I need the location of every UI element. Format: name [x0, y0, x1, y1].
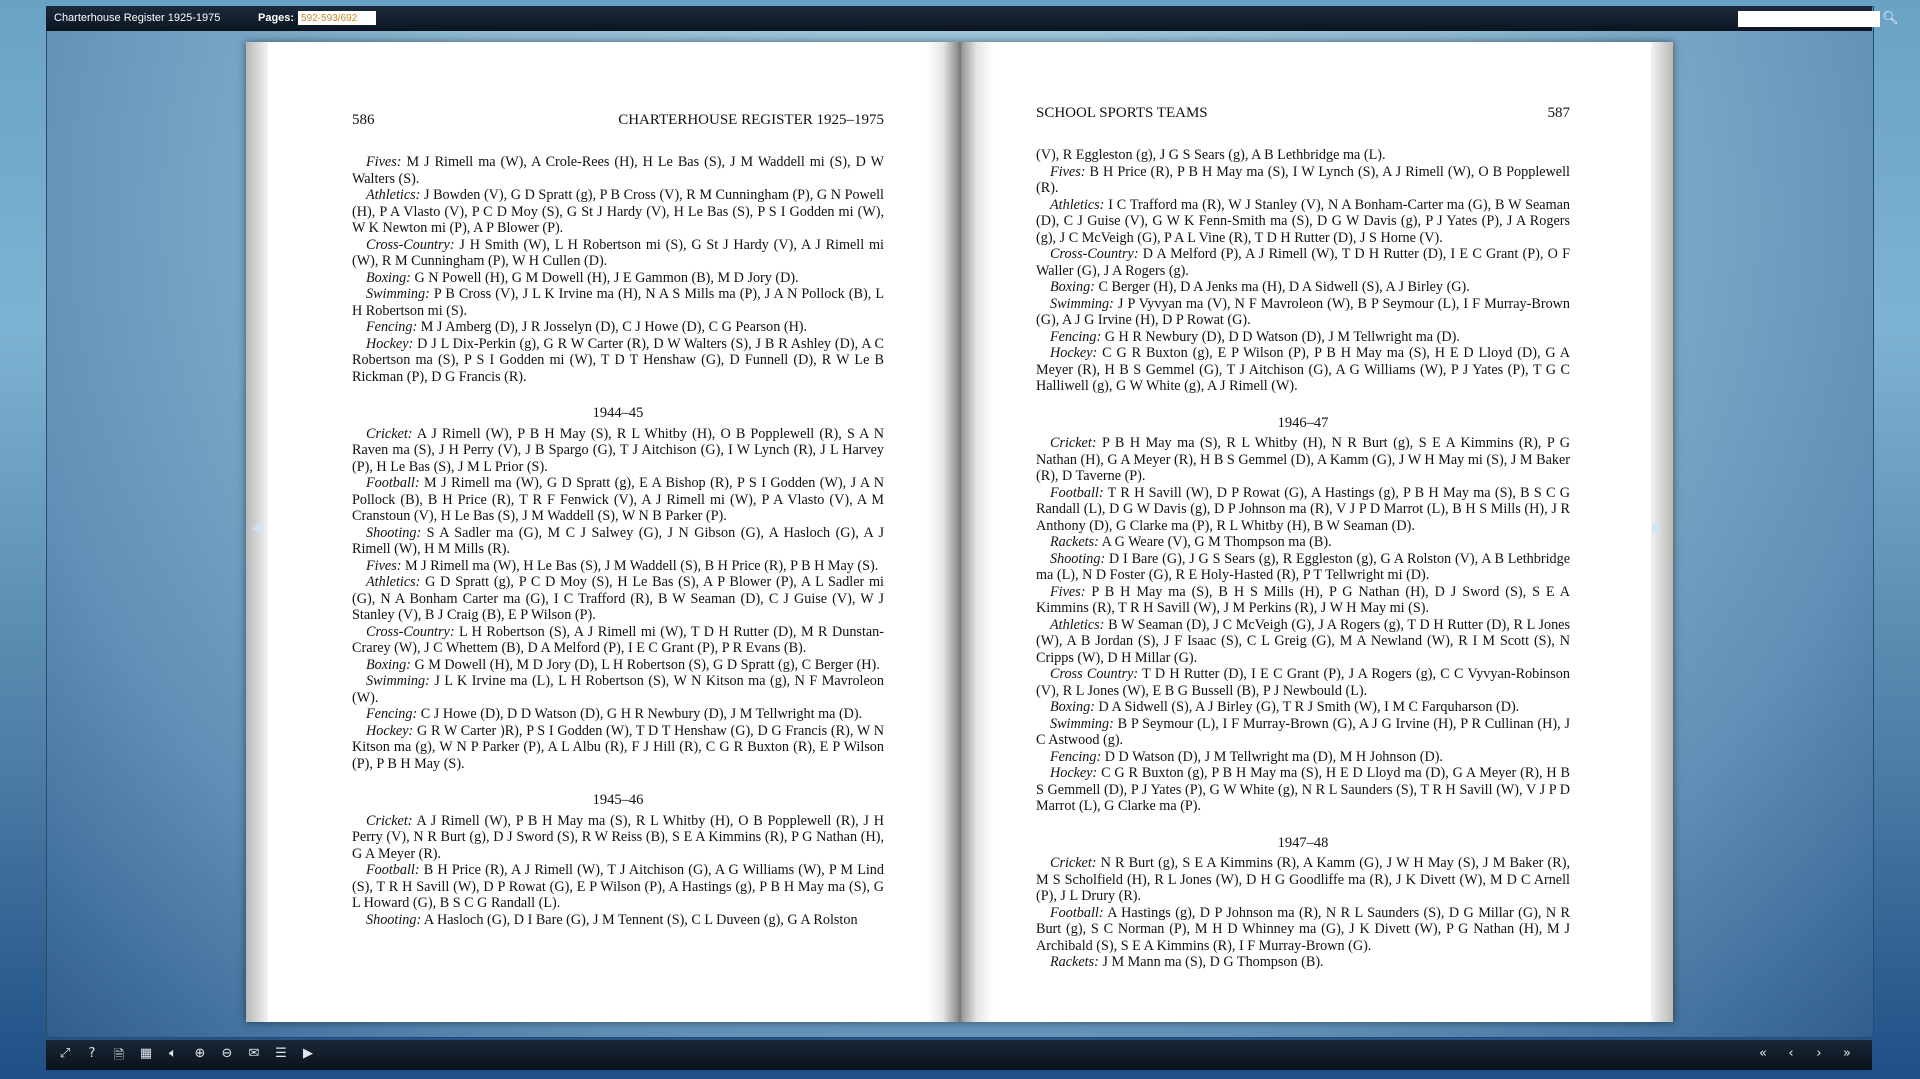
- sport-label: Hockey:: [366, 722, 414, 739]
- team-members: D I Bare (G), J G S Sears (g), R Eggleston (g), G A Rolston (V), A B Lethbridge ma (L), N D Foster (G), R E Holy-Hasted (R), P T Tellwright mi (D).: [1036, 550, 1570, 583]
- team-members: B W Seaman (D), J C McVeigh (G), J A Rogers (g), T D H Rutter (D), R L Jones (W), A B Jordan (S), J F Isaac (S), C L Greig (G), M A Newland (W), R I M Scott (S), N Cripps (W), D H Millar (G).: [1036, 616, 1570, 666]
- team-entry: [1036, 765, 1570, 815]
- previous-page-icon[interactable]: ‹: [1788, 1046, 1794, 1061]
- sport-label: Athletics:: [1050, 616, 1105, 633]
- team-entry: [1036, 296, 1570, 329]
- sport-label: Football:: [366, 475, 420, 491]
- team-entry: [1036, 905, 1570, 955]
- team-members: N R Burt (g), S E A Kimmins (R), A Kamm (G), J W H May (S), J M Baker (R), M S Scholfield (H), R L Jones (W), D H G Goodliffe ma (R), J K Divett (W), M D C Arnell (P), J L Drury (R).: [1036, 855, 1570, 904]
- team-entry: [1036, 699, 1570, 716]
- team-members: P B H May ma (S), B H S Mills (H), P G Nathan (H), D J Sword (S), S E A Kimmins (R), T R H Savill (W), J M Perkins (R), J W H May mi (S).: [1036, 583, 1570, 616]
- sport-label: Football:: [1050, 904, 1104, 921]
- sport-label: Cross-Country:: [366, 623, 455, 640]
- team-entry: [1036, 197, 1570, 247]
- book-gutter: [926, 42, 994, 1022]
- sport-label: Cricket:: [1050, 855, 1097, 871]
- sound-icon[interactable]: 🔈︎: [169, 1046, 177, 1061]
- team-entry: [352, 574, 884, 624]
- search-icon[interactable]: 🔍︎: [1882, 10, 1899, 25]
- autoplay-icon[interactable]: ▶: [303, 1046, 313, 1061]
- team-members: T R H Savill (W), D P Rowat (G), A Hastings (g), P B H May ma (S), B S C G Randall (L), D G W Davis (g), D P Johnson ma (R), V J P D Marrot (L), B H S Mills (H), J R Anthony (D), G Clarke ma (P), R L Whitby (H), B W Seaman (D).: [1036, 484, 1570, 534]
- search-input[interactable]: [1738, 11, 1880, 27]
- team-members: T D H Rutter (D), I E C Grant (P), J A Rogers (g), C C Vyvyan-Robinson (V), R L Jones (W), E B G Bussell (B), P J Newbould (L).: [1036, 666, 1570, 699]
- team-members: M J Amberg (D), J R Josselyn (D), C J Howe (D), C G Pearson (H).: [417, 319, 808, 335]
- sport-label: Fencing:: [366, 706, 418, 722]
- team-entry: [1036, 666, 1570, 699]
- season-heading: 1946–47: [1277, 414, 1329, 431]
- team-members: A Hasloch (G), D I Bare (G), J M Tennent (S), C L Duveen (g), G A Rolston: [421, 911, 858, 928]
- team-members: (V), R Eggleston (g), J G S Sears (g), A B Lethbridge ma (L).: [1036, 147, 1386, 163]
- sport-label: Boxing:: [366, 656, 411, 673]
- team-members: J H Smith (W), L H Robertson mi (S), G St J Hardy (V), A J Rimell mi (W), R M Cunningham (P), W H Cullen (D).: [352, 236, 884, 269]
- team-entry: [1036, 246, 1570, 279]
- sport-label: Swimming:: [366, 673, 430, 689]
- bottom-toolbar: [46, 1040, 1872, 1070]
- sport-label: Hockey:: [1050, 765, 1098, 781]
- sport-label: Athletics:: [366, 574, 421, 590]
- sport-label: Shooting:: [1050, 550, 1106, 567]
- team-entry: [1036, 164, 1570, 197]
- team-members: C Berger (H), D A Jenks ma (H), D A Sidwell (S), A J Birley (G).: [1094, 279, 1470, 295]
- last-page-icon[interactable]: »: [1843, 1046, 1851, 1061]
- sport-label: Cricket:: [1050, 435, 1097, 451]
- team-members: P B H May ma (S), R L Whitby (H), N R Burt (g), S E A Kimmins (R), P G Nathan (H), G A Meyer (R), H B S Gemmel (D), A Kamm (G), J W H May mi (S), J M Baker (R), D Taverne (P).: [1036, 435, 1570, 484]
- left-page-body: [352, 154, 884, 928]
- right-page[interactable]: [1036, 42, 1570, 1022]
- zoom-out-icon[interactable]: ⊖: [221, 1046, 233, 1061]
- sport-label: Swimming:: [1050, 295, 1114, 312]
- team-entry: [1036, 435, 1570, 485]
- sport-label: Swimming:: [366, 286, 430, 302]
- sport-label: Fives:: [366, 557, 402, 574]
- team-members: A J Rimell (W), P B H May ma (S), R L Whitby (H), O B Popplewell (R), J H Perry (V), N R Burt (g), D J Sword (S), R W Reiss (B), S E A Kimmins (R), P G Nathan (H), G A Meyer (R).: [352, 812, 884, 862]
- left-page-number: 586: [352, 112, 375, 128]
- team-members: P B Cross (V), J L K Irvine ma (H), N A S Mills ma (P), J A N Pollock (B), L H Robertson mi (S).: [352, 286, 884, 319]
- right-page-number: 587: [1547, 105, 1570, 121]
- team-entry: [1036, 147, 1570, 164]
- team-entry: [352, 187, 884, 237]
- sport-label: Cross-Country:: [366, 236, 455, 253]
- sport-label: Swimming:: [1050, 715, 1114, 732]
- team-entry: [352, 237, 884, 270]
- book-spread: [246, 42, 1673, 1022]
- team-members: I C Trafford ma (R), W J Stanley (V), N A Bonham-Carter ma (G), B W Seaman (D), C J Guise (V), G W K Fenn-Smith ma (S), D G W Davis (g), P J Yates (P), J A Rogers (g), J C McVeigh (G), P A L Vine (R), T D H Rutter (D), J S Horne (V).: [1036, 196, 1570, 246]
- team-members: A Hastings (g), D P Johnson ma (R), N R L Saunders (S), D G Millar (G), N R Burt (g), S C Norman (P), M H D Whinney ma (G), J K Divett (W), P G Nathan (H), M J Archibald (S), S E A Kimmins (R), I F Murray-Brown (G).: [1036, 904, 1570, 954]
- team-members: M J Rimell ma (W), A Crole-Rees (H), H Le Bas (S), J M Waddell mi (S), D W Walters (S).: [352, 154, 884, 187]
- pages-label: Pages:: [258, 12, 295, 24]
- team-entry: [1036, 534, 1570, 551]
- team-members: M J Rimell ma (W), G D Spratt (g), E A Bishop (R), P S I Godden (W), J A N Pollock (B), B H Price (R), T R F Fenwick (V), A J Rimell mi (W), P A Vlasto (V), A M Cranstoun (V), H Le Bas (S), J M Waddell (S), W N B Parker (P).: [352, 475, 884, 524]
- team-entry: [352, 912, 884, 929]
- team-members: G M Dowell (H), M D Jory (D), L H Robertson (S), G D Spratt (g), C Berger (H).: [410, 656, 880, 673]
- prev-spread-arrow-icon[interactable]: ◀: [252, 521, 263, 536]
- team-members: M J Rimell ma (W), H Le Bas (S), J M Waddell (S), B H Price (R), P B H May (S).: [401, 557, 879, 574]
- team-entry: [352, 154, 884, 187]
- team-members: A J Rimell (W), P B H May (S), R L Whitby (H), O B Popplewell (R), S A N Raven ma (S), J H Perry (V), J B Spargo (G), T J Aitchison (G), I W Lynch (R), J L Harvey (P), H Le Bas (S), J M L Prior (S).: [352, 425, 884, 475]
- sport-label: Shooting:: [366, 911, 422, 928]
- team-members: S A Sadler ma (G), M C J Salwey (G), J N Gibson (G), A Hasloch (G), A J Rimell (W), H M Mills (R).: [352, 524, 884, 557]
- team-entry: [352, 286, 884, 319]
- sport-label: Cross Country:: [1050, 666, 1139, 682]
- email-icon[interactable]: ✉: [248, 1046, 260, 1061]
- sport-label: Hockey:: [366, 335, 414, 352]
- sport-label: Cross-Country:: [1050, 246, 1139, 262]
- team-members: B P Seymour (L), I F Murray-Brown (G), A J G Irvine (H), P R Cullinan (H), J C Astwood (g).: [1036, 715, 1570, 748]
- document-icon[interactable]: 🗎: [113, 1048, 125, 1063]
- sport-label: Football:: [366, 862, 420, 878]
- team-members: J L K Irvine ma (L), L H Robertson (S), W N Kitson ma (g), N F Mavroleon (W).: [352, 673, 884, 706]
- team-entry: [352, 624, 884, 657]
- season-heading: 1945–46: [592, 792, 644, 808]
- next-page-icon[interactable]: ›: [1816, 1046, 1822, 1061]
- sport-label: Cricket:: [366, 425, 413, 442]
- sport-label: Fencing:: [366, 319, 418, 335]
- team-entry: [1036, 279, 1570, 296]
- team-entry: [1036, 855, 1570, 905]
- team-entry: [352, 319, 884, 336]
- sport-label: Hockey:: [1050, 345, 1098, 361]
- season-heading: 1947–48: [1277, 834, 1329, 851]
- team-entry: [352, 723, 884, 773]
- team-entry: [1036, 329, 1570, 346]
- team-entry: [352, 475, 884, 525]
- right-running-title: SCHOOL SPORTS TEAMS: [1036, 105, 1208, 121]
- team-entry: [352, 657, 884, 674]
- team-entry: [352, 426, 884, 476]
- sport-label: Rackets:: [1050, 954, 1099, 970]
- team-members: D J L Dix-Perkin (g), G R W Carter (R), D W Walters (S), J B R Ashley (D), A C Robertson ma (S), P S I Godden mi (W), T D T Henshaw (G), D Funnell (D), R W Le B Rickman (P), D G Francis (R).: [352, 335, 884, 385]
- page-number-input[interactable]: [298, 11, 376, 25]
- left-running-head: [352, 112, 884, 128]
- team-members: C J Howe (D), D D Watson (D), G H R Newbury (D), J M Tellwright ma (D).: [417, 706, 863, 722]
- team-entry: [1036, 617, 1570, 667]
- help-icon[interactable]: ?: [88, 1046, 96, 1061]
- left-running-title: CHARTERHOUSE REGISTER 1925–1975: [618, 112, 884, 128]
- left-page[interactable]: [352, 42, 884, 1022]
- zoom-in-icon[interactable]: ⊕: [194, 1046, 206, 1061]
- team-members: J M Mann ma (S), D G Thompson (B).: [1098, 954, 1324, 970]
- sport-label: Fencing:: [1050, 328, 1102, 345]
- sport-label: Shooting:: [366, 524, 422, 541]
- team-entry: [1036, 954, 1570, 971]
- season-heading: 1944–45: [592, 405, 644, 421]
- team-entry: [1036, 485, 1570, 535]
- team-entry: [352, 270, 884, 287]
- sport-label: Boxing:: [1050, 699, 1095, 715]
- team-members: G R W Carter )R), P S I Godden (W), T D T Henshaw (G), D G Francis (R), W N Kitson ma (g), W N P Parker (P), A L Albu (R), F J Hill (R), C G R Buxton (R), E P Wilson (P), P B H May (S).: [352, 722, 884, 772]
- team-members: C G R Buxton (g), P B H May ma (S), H E D Lloyd ma (D), G A Meyer (R), H B S Gemmell (D), P J Yates (P), G W White (g), N R L Saunders (S), T R H Savill (W), V J P D Marrot (L), G Clarke ma (P).: [1036, 765, 1570, 814]
- team-entry: [352, 673, 884, 706]
- next-spread-arrow-icon[interactable]: ▶: [1652, 521, 1663, 536]
- right-page-body: [1036, 147, 1570, 971]
- team-members: C G R Buxton (g), E P Wilson (P), P B H May ma (S), H E D Lloyd (D), G A Meyer (R), H B S Gemmel (G), T J Aitchison (G), A G Williams (W), P J Yates (P), T G C Halliwell (g), G W White (g), A J Rimell (W).: [1036, 345, 1570, 394]
- team-members: B H Price (R), P B H May ma (S), I W Lynch (S), A J Rimell (W), O B Popplewell (R).: [1036, 163, 1570, 196]
- sport-label: Fencing:: [1050, 748, 1102, 765]
- team-members: A G Weare (V), G M Thompson ma (B).: [1098, 534, 1332, 550]
- team-entry: [352, 336, 884, 386]
- sport-label: Fives:: [1050, 163, 1086, 180]
- sport-label: Fives:: [366, 154, 402, 170]
- sport-label: Cricket:: [366, 812, 413, 829]
- team-members: D A Sidwell (S), A J Birley (G), T R J Smith (W), I M C Farquharson (D).: [1094, 699, 1520, 715]
- team-entry: [352, 813, 884, 863]
- team-members: G H R Newbury (D), D D Watson (D), J M Tellwright ma (D).: [1101, 328, 1460, 345]
- right-running-head: [1036, 105, 1570, 121]
- sport-label: Rackets:: [1050, 534, 1099, 550]
- team-entry: [1036, 749, 1570, 766]
- share-icon[interactable]: ☰: [275, 1046, 287, 1061]
- sport-label: Athletics:: [1050, 196, 1105, 213]
- sport-label: Athletics:: [366, 187, 421, 203]
- first-page-icon[interactable]: «: [1759, 1046, 1767, 1061]
- top-toolbar: [46, 6, 1899, 31]
- team-members: L H Robertson (S), A J Rimell mi (W), T D H Rutter (D), M R Dunstan-Crarey (W), J C Whettem (B), D A Melford (P), I E C Grant (P), P R Evans (B).: [352, 623, 884, 656]
- team-members: B H Price (R), A J Rimell (W), T J Aitchison (G), A G Williams (W), P M Lind (S), T R H Savill (W), D P Rowat (G), E P Wilson (P), A Hastings (g), P B H May ma (S), G L Howard (G), B S C G Randall (L).: [352, 862, 884, 911]
- team-entry: [1036, 345, 1570, 395]
- team-members: J P Vyvyan ma (V), N F Mavroleon (W), B P Seymour (L), I F Murray-Brown (G), A J G Irvine (H), D P Rowat (G).: [1036, 295, 1570, 328]
- team-entry: [352, 862, 884, 912]
- team-members: D A Melford (P), A J Rimell (W), T D H Rutter (D), I E C Grant (P), O F Waller (G), J A Rogers (g).: [1036, 246, 1570, 279]
- team-members: D D Watson (D), J M Tellwright ma (D), M H Johnson (D).: [1101, 748, 1443, 765]
- team-members: J Bowden (V), G D Spratt (g), P B Cross (V), R M Cunningham (P), G N Powell (H), P A Vlasto (V), P C D Moy (S), G St J Hardy (V), H Le Bas (S), P S I Godden mi (W), W K Newton mi (P), A P Blower (P).: [352, 187, 884, 236]
- sport-label: Boxing:: [366, 269, 411, 286]
- team-entry: [1036, 584, 1570, 617]
- team-entry: [352, 525, 884, 558]
- sport-label: Fives:: [1050, 583, 1086, 600]
- team-entry: [352, 706, 884, 723]
- team-entry: [1036, 551, 1570, 584]
- team-entry: [352, 558, 884, 575]
- team-entry: [1036, 716, 1570, 749]
- sport-label: Football:: [1050, 484, 1104, 501]
- team-members: G D Spratt (g), P C D Moy (S), H Le Bas (S), A P Blower (P), A L Sadler mi (G), N A Bonham Carter ma (G), I C Trafford (R), B W Seaman (D), C J Guise (V), W J Stanley (V), B J Craig (B), E P Wilson (P).: [352, 574, 884, 623]
- sport-label: Boxing:: [1050, 279, 1095, 295]
- team-members: G N Powell (H), G M Dowell (H), J E Gammon (B), M D Jory (D).: [410, 269, 799, 286]
- thumbnails-icon[interactable]: ▦: [139, 1046, 153, 1061]
- document-title: Charterhouse Register 1925-1975: [54, 12, 221, 24]
- fullscreen-icon[interactable]: ⤢: [59, 1046, 71, 1061]
